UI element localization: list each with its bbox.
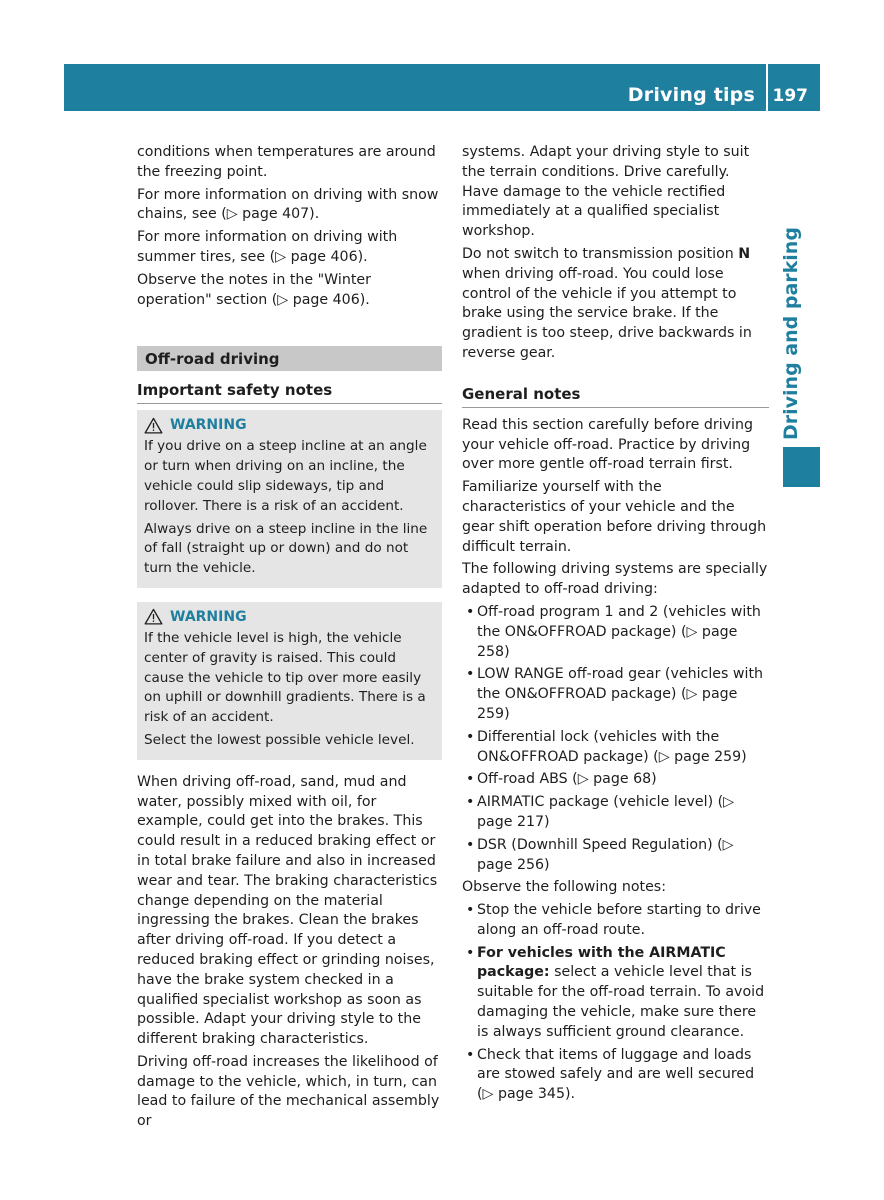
warning-title: WARNING [170,608,247,625]
warning-box [137,602,442,760]
paragraph: conditions when temperatures are around the freezing point. [137,144,436,180]
warning-text: If you drive on a steep incline at an angle or turn when driving on an incline, the vehicle could slip sideways, tip and rollover. There is a risk of an accident. [144,438,427,514]
subheading: General notes [462,384,769,408]
right-column [462,143,769,1108]
page-number: 197 [772,86,808,106]
text-span: when driving off-road. You could lose control of the vehicle if you attempt to brake using the service brake. If the gradient is too steep, drive backwards in reverse gear. [462,265,752,361]
paragraph: Observe the following notes: [462,879,666,896]
list-item [462,944,769,1043]
warning-text: Select the lowest possible vehicle level. [144,731,415,748]
list-item: • AIRMATIC package (vehicle level) (▷ page 217) [462,793,769,833]
page-header [64,64,820,111]
warning-title: WARNING [170,417,247,434]
side-tab-marker [783,447,820,487]
warning-text: If the vehicle level is high, the vehicle center of gravity is raised. This could cause the vehicle to tip over more easily on uphill or downhill gradients. There is a risk of an accident. [144,629,426,726]
paragraph: For more information on driving with summer tires, see (▷ page 406). [137,229,398,265]
paragraph: Familiarize yourself with the characteristics of your vehicle and the gear shift operation before driving through difficult terrain. [462,479,767,555]
paragraph: When driving off-road, sand, mud and water, possibly mixed with oil, for example, could get into the brakes. This could result in a reduced braking effect or in total brake failure and also in increased wear and tear. The braking characteristics change depending on the material ingressing the brakes. Clean the brakes after driving off-road. If you detect a reduced braking effect or grinding noises, have the brake system checked in a qualified specialist workshop as soon as possible. Adapt your driving style to the different braking characteristics. [137,773,438,1048]
paragraph: Observe the notes in the "Winter operation" section (▷ page 406). [137,271,371,308]
list-item: • Differential lock (vehicles with the ON&OFFROAD package) (▷ page 259) [462,728,769,768]
section-heading: Off-road driving [137,346,442,371]
transmission-position: N [738,245,751,262]
header-divider [766,64,768,111]
bold-lead: For vehicles with the AIRMATIC package: [477,944,726,981]
warning-box [137,410,442,588]
side-tab-label: Driving and parking [780,227,802,440]
notes-list [462,901,769,1105]
text-span: select a vehicle level that is suitable for the off-road terrain. To avoid damaging the vehicle, make sure there is always sufficient ground clearance. [477,964,765,1040]
list-item: • DSR (Downhill Speed Regulation) (▷ page 256) [462,836,769,876]
list-item: • Stop the vehicle before starting to drive along an off-road route. [462,901,769,941]
paragraph: Driving off-road increases the likelihood of damage to the vehicle, which, in turn, can lead to failure of the mechanical assembly or [137,1053,440,1130]
driving-systems-list [462,603,769,875]
warning-triangle-icon [144,608,163,625]
paragraph: systems. Adapt your driving style to suit the terrain conditions. Drive carefully. Have damage to the vehicle rectified immediately at a qualified specialist workshop. [462,144,750,240]
text-span: Do not switch to transmission position [462,245,739,262]
paragraph: Read this section carefully before driving your vehicle off-road. Practice by driving over more gentle off-road terrain first. [462,416,753,473]
warning-header [144,607,435,627]
list-item: • Off-road program 1 and 2 (vehicles with the ON&OFFROAD package) (▷ page 258) [462,603,769,662]
warning-text: Always drive on a steep incline in the line of fall (straight up or down) and do not turn the vehicle. [144,520,428,577]
warning-header [144,415,435,435]
list-item: • LOW RANGE off-road gear (vehicles with the ON&OFFROAD package) (▷ page 259) [462,665,769,724]
list-item: • Check that items of luggage and loads are stowed safely and are well secured (▷ page 345). [462,1046,769,1105]
paragraph: The following driving systems are specially adapted to off-road driving: [462,561,768,598]
left-column [137,143,442,1135]
list-item: • Off-road ABS (▷ page 68) [462,770,769,790]
paragraph [462,245,769,364]
chapter-title: Driving tips [627,84,755,106]
subheading: Important safety notes [137,380,442,404]
paragraph: For more information on driving with snow chains, see (▷ page 407). [137,186,439,223]
warning-triangle-icon [144,417,163,434]
